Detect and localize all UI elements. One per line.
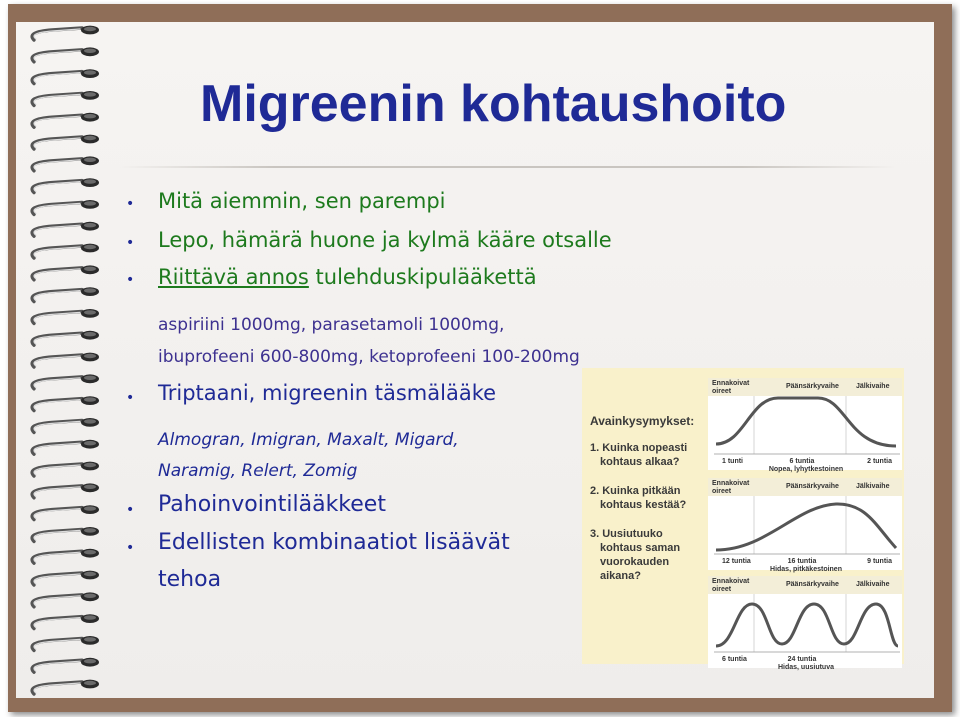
bullet-text-3-underlined: Riittävä annos <box>158 265 309 289</box>
question-3-line-2: kohtaus saman <box>600 542 681 554</box>
triptan-list-line-2: Naramig, Relert, Zomig <box>158 461 358 481</box>
bullet-marker-3: • <box>126 272 135 288</box>
title-divider <box>118 166 898 168</box>
bullet-marker-5: • <box>126 502 135 518</box>
bullet-text-1: Mitä aiemmin, sen parempi <box>158 189 446 213</box>
question-3-line-3: vuorokauden <box>600 556 670 568</box>
svg-text:Jälkivaihe: Jälkivaihe <box>856 581 890 588</box>
dose-line-1: aspiriini 1000mg, parasetamoli 1000mg, <box>158 315 505 335</box>
svg-text:Hidas, pitkäkestoinen: Hidas, pitkäkestoinen <box>770 566 842 573</box>
svg-text:oireet: oireet <box>712 388 732 395</box>
svg-text:Ennakoivat: Ennakoivat <box>712 380 750 387</box>
question-1-line-2: kohtaus alkaa? <box>600 456 680 468</box>
dose-line-2: ibuprofeeni 600-800mg, ketoprofeeni 100-200mg <box>158 347 580 367</box>
figure-heading: Avainkysymykset: <box>590 414 695 428</box>
triptan-list-line-1: Almogran, Imigran, Maxalt, Migard, <box>158 430 459 450</box>
svg-text:6 tuntia: 6 tuntia <box>722 656 747 663</box>
svg-text:oireet: oireet <box>712 586 732 593</box>
svg-text:Jälkivaihe: Jälkivaihe <box>856 383 890 390</box>
bullet-marker-2: • <box>126 235 135 251</box>
svg-text:Päänsärkyvaihe: Päänsärkyvaihe <box>786 383 839 390</box>
svg-text:Päänsärkyvaihe: Päänsärkyvaihe <box>786 483 839 490</box>
svg-text:9 tuntia: 9 tuntia <box>867 558 892 565</box>
bullet-text-3 <box>158 265 537 289</box>
question-3-line-1: 3. Uusiutuuko <box>590 528 663 540</box>
svg-text:Nopea, lyhytkestoinen: Nopea, lyhytkestoinen <box>768 466 844 473</box>
svg-text:6 tuntia: 6 tuntia <box>789 458 815 465</box>
bullet-marker-1: • <box>126 196 135 212</box>
svg-text:1 tunti: 1 tunti <box>722 458 743 465</box>
svg-text:2 tuntia: 2 tuntia <box>867 458 892 465</box>
svg-text:12 tuntia: 12 tuntia <box>722 558 751 565</box>
slide-title: Migreenin kohtaushoito <box>200 75 787 133</box>
bullet-marker-4: • <box>126 390 135 406</box>
bullet-text-5: Pahoinvointilääkkeet <box>158 492 386 517</box>
svg-text:24 tuntia: 24 tuntia <box>787 656 817 663</box>
bullet-text-4: Triptaani, migreenin täsmälääke <box>158 381 497 405</box>
bullet-text-3-rest: tulehduskipulääkettä <box>308 265 537 289</box>
svg-text:16 tuntia: 16 tuntia <box>787 558 817 565</box>
spiral-binding-icon <box>12 10 135 710</box>
svg-text:Ennakoivat: Ennakoivat <box>712 480 750 487</box>
migraine-attack-types-figure <box>582 368 904 671</box>
bullet-text-6-line-2: tehoa <box>158 567 222 592</box>
question-1-line-1: 1. Kuinka nopeasti <box>590 442 688 454</box>
bullet-marker-6: • <box>126 540 135 556</box>
question-2-line-2: kohtaus kestää? <box>600 499 687 511</box>
svg-text:Jälkivaihe: Jälkivaihe <box>856 483 890 490</box>
attack-curves-panels <box>706 368 904 671</box>
svg-text:Hidas, uusiutuva: Hidas, uusiutuva <box>777 664 835 671</box>
svg-text:oireet: oireet <box>712 488 732 495</box>
bullet-text-2: Lepo, hämärä huone ja kylmä kääre otsalle <box>158 228 612 252</box>
svg-text:Päänsärkyvaihe: Päänsärkyvaihe <box>786 581 839 588</box>
svg-text:Ennakoivat: Ennakoivat <box>712 578 750 585</box>
bullet-text-6-line-1: Edellisten kombinaatiot lisäävät <box>158 530 510 555</box>
question-3-line-4: aikana? <box>600 570 641 582</box>
question-2-line-1: 2. Kuinka pitkään <box>590 485 681 497</box>
